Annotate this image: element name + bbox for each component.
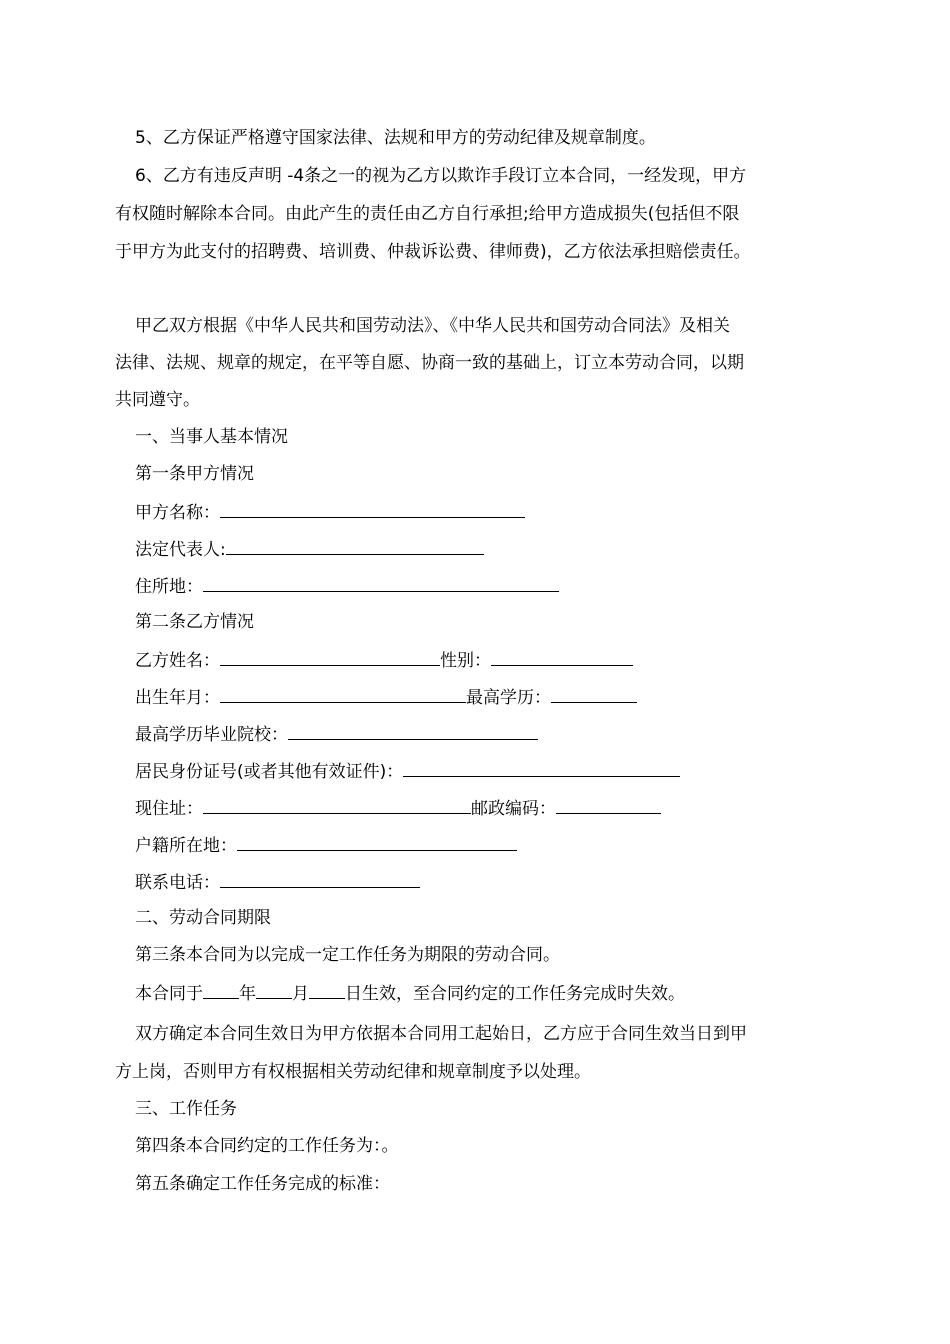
field-school — [135, 723, 860, 745]
intro-line-3: 共同遵守。 — [115, 390, 200, 410]
field-label: 性别： — [440, 651, 491, 671]
field-label: 最高学历毕业院校： — [135, 725, 288, 745]
blank-line[interactable] — [556, 797, 661, 814]
field-domicile — [135, 575, 860, 597]
field-phone — [135, 871, 860, 893]
section-3-heading: 三、工作任务 — [135, 1099, 237, 1119]
month-label: 月 — [292, 984, 309, 1004]
field-label: 联系电话： — [135, 873, 220, 893]
effective-date-line — [135, 982, 860, 1004]
intro-line-2: 法律、法规、规章的规定，在平等自愿、协商一致的基础上，订立本劳动合同，以期 — [115, 353, 744, 373]
article-1-heading: 第一条甲方情况 — [135, 464, 254, 484]
blank-line[interactable] — [551, 686, 637, 703]
blank-day[interactable] — [309, 982, 345, 999]
article-2-heading: 第二条乙方情况 — [135, 612, 254, 632]
field-label: 住所地： — [135, 577, 203, 597]
year-label: 年 — [239, 984, 256, 1004]
blank-year[interactable] — [203, 982, 239, 999]
start-date-line-1: 双方确定本合同生效日为甲方依据本合同用工起始日，乙方应于合同生效当日到甲 — [135, 1024, 747, 1044]
field-label: 法定代表人: — [135, 540, 226, 560]
blank-line[interactable] — [220, 871, 420, 888]
section-2-heading: 二、劳动合同期限 — [135, 908, 271, 928]
article-5: 第五条确定工作任务完成的标准： — [135, 1174, 390, 1194]
article-3: 第三条本合同为以完成一定工作任务为期限的劳动合同。 — [135, 945, 560, 965]
clause-6-line-3: 于甲方为此支付的招聘费、培训费、仲裁诉讼费、律师费)，乙方依法承担赔偿责任。 — [115, 242, 751, 262]
intro-line-1: 甲乙双方根据《中华人民共和国劳动法》、《中华人民共和国劳动合同法》及相关 — [135, 316, 730, 336]
blank-month[interactable] — [256, 982, 292, 999]
field-current-address — [135, 797, 860, 819]
section-1-heading: 一、当事人基本情况 — [135, 427, 288, 447]
blank-line[interactable] — [226, 538, 484, 555]
field-party-b-name — [135, 649, 860, 671]
clause-6-line-2: 有权随时解除本合同。由此产生的责任由乙方自行承担;给甲方造成损失(包括但不限 — [115, 204, 740, 224]
field-label: 甲方名称： — [135, 503, 220, 523]
effective-text: 本合同于 — [135, 984, 203, 1004]
blank-line[interactable] — [403, 760, 680, 777]
blank-line[interactable] — [491, 649, 633, 666]
clause-6-line-1: 6、乙方有违反声明 -4条之一的视为乙方以欺诈手段订立本合同，一经发现，甲方 — [135, 166, 747, 186]
field-legal-representative — [135, 538, 860, 560]
blank-line[interactable] — [220, 649, 440, 666]
field-label: 乙方姓名： — [135, 651, 220, 671]
field-label: 居民身份证号(或者其他有效证件)： — [135, 762, 404, 782]
blank-line[interactable] — [220, 501, 525, 518]
field-id-number — [135, 760, 860, 782]
article-4: 第四条本合同约定的工作任务为：。 — [135, 1136, 399, 1156]
field-label: 户籍所在地： — [135, 836, 237, 856]
blank-line[interactable] — [203, 575, 559, 592]
field-hukou — [135, 834, 860, 856]
blank-line[interactable] — [220, 686, 466, 703]
start-date-line-2: 方上岗，否则甲方有权根据相关劳动纪律和规章制度予以处理。 — [115, 1062, 591, 1082]
field-birth-date — [135, 686, 860, 708]
field-party-a-name — [135, 501, 860, 523]
blank-line[interactable] — [203, 797, 471, 814]
field-label: 现住址： — [135, 799, 203, 819]
field-label: 邮政编码： — [471, 799, 556, 819]
field-label: 出生年月： — [135, 688, 220, 708]
field-label: 最高学历： — [466, 688, 551, 708]
blank-line[interactable] — [237, 834, 517, 851]
clause-5: 5、乙方保证严格遵守国家法律、法规和甲方的劳动纪律及规章制度。 — [135, 128, 656, 148]
effective-tail: 日生效，至合同约定的工作任务完成时失效。 — [345, 984, 685, 1004]
blank-line[interactable] — [288, 723, 538, 740]
